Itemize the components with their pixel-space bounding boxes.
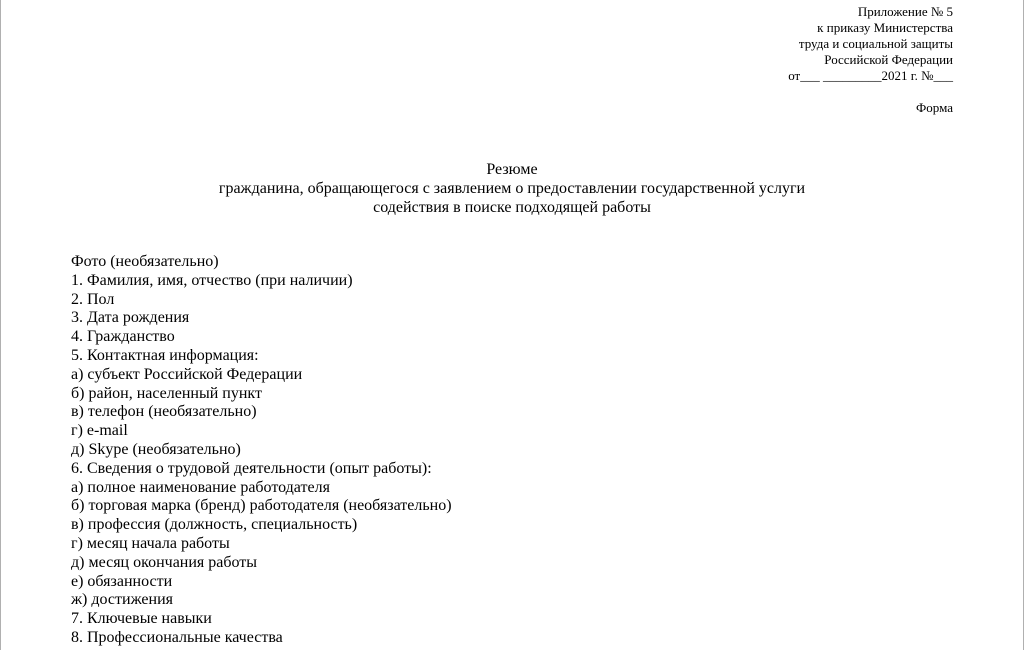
field-item: б) торговая марка (бренд) работодателя (необязательно) (71, 497, 452, 515)
field-item: 1. Фамилия, имя, отчество (при наличии) (71, 271, 353, 289)
field-item: д) Skype (необязательно) (71, 440, 241, 458)
resume-fields-list (71, 253, 452, 648)
annex-order-ref: к приказу Министерства (817, 20, 953, 35)
field-item: 6. Сведения о трудовой деятельности (опыт работы): (71, 459, 432, 477)
field-item: в) профессия (должность, специальность) (71, 516, 358, 534)
title-subtitle-line2: содействия в поиске подходящей работы (373, 199, 651, 216)
field-item: в) телефон (необязательно) (71, 403, 257, 421)
form-label: Форма (916, 100, 953, 115)
field-item: е) обязанности (71, 572, 173, 590)
field-item: 4. Гражданство (71, 328, 175, 346)
page-left-edge (0, 0, 1, 650)
field-item: 2. Пол (71, 290, 115, 308)
field-item: а) субъект Российской Федерации (71, 365, 303, 383)
field-item: д) месяц окончания работы (71, 553, 258, 571)
annex-date-number: от___ _________2021 г. №___ (788, 68, 953, 83)
field-item: г) месяц начала работы (71, 534, 230, 552)
annex-number: Приложение № 5 (857, 4, 953, 19)
field-item: ж) достижения (71, 591, 174, 609)
field-item: а) полное наименование работодателя (71, 478, 330, 496)
field-item: б) район, населенный пункт (71, 384, 262, 402)
field-item: 8. Профессиональные качества (71, 628, 283, 646)
field-item: г) e-mail (71, 422, 128, 440)
title-subtitle-line1: гражданина, обращающегося с заявлением о предоставлении государственной услуги (218, 180, 806, 197)
annex-header (788, 4, 953, 116)
field-item: 5. Контактная информация: (71, 346, 259, 364)
document-title (0, 160, 1024, 217)
field-item: Фото (необязательно) (71, 253, 219, 270)
title-main: Резюме (486, 161, 538, 178)
annex-federation: Российской Федерации (824, 52, 953, 67)
field-item: 3. Дата рождения (71, 309, 190, 327)
annex-ministry: труда и социальной защиты (798, 36, 953, 51)
field-item: 7. Ключевые навыки (71, 610, 212, 628)
